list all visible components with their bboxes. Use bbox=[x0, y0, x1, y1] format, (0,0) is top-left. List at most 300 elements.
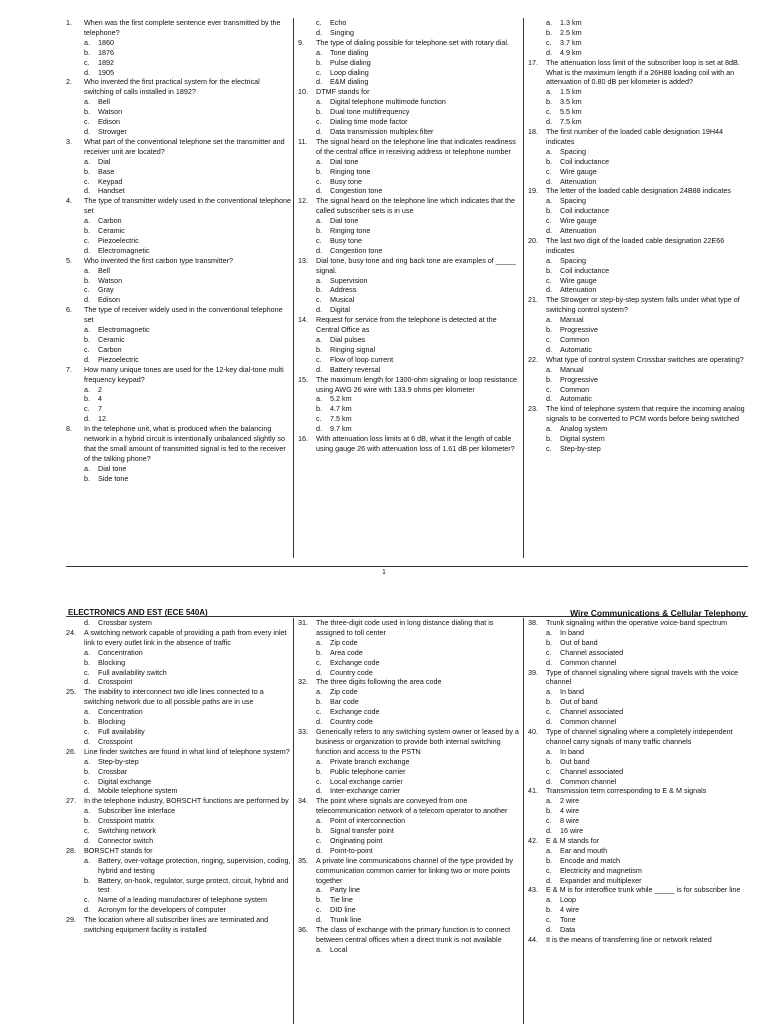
header-rule bbox=[66, 616, 748, 617]
option-text: Watson bbox=[98, 107, 123, 117]
option-letter: c. bbox=[546, 915, 552, 925]
question-number: 23. bbox=[528, 404, 538, 414]
question-text: Who invented the first carbon type transmitter? bbox=[84, 255, 234, 265]
question bbox=[298, 856, 520, 886]
option-letter: a. bbox=[546, 87, 552, 97]
option-letter: d. bbox=[546, 117, 552, 127]
answer-option bbox=[298, 757, 520, 767]
option-letter: a. bbox=[316, 816, 322, 826]
option-letter: b. bbox=[84, 816, 90, 826]
answer-option bbox=[528, 394, 746, 404]
question-number: 3. bbox=[66, 136, 72, 146]
option-text: In band bbox=[560, 627, 584, 637]
option-text: Step-by-step bbox=[98, 756, 139, 766]
answer-option bbox=[528, 777, 746, 787]
answer-option bbox=[528, 385, 746, 395]
answer-option bbox=[298, 117, 520, 127]
answer-option bbox=[66, 177, 291, 187]
question-number: 40. bbox=[528, 726, 538, 736]
option-text: 12 bbox=[98, 414, 106, 424]
option-letter: a. bbox=[546, 796, 552, 806]
option-letter: c. bbox=[84, 176, 90, 186]
answer-option bbox=[528, 345, 746, 355]
question-text: Request for service from the telephone is detected at the Central Office as bbox=[316, 315, 497, 335]
option-text: Spacing bbox=[560, 146, 586, 156]
answer-option bbox=[528, 147, 746, 157]
answer-option bbox=[66, 836, 291, 846]
option-letter: b. bbox=[84, 766, 90, 776]
question-number: 17. bbox=[528, 57, 538, 67]
option-letter: c. bbox=[316, 707, 322, 717]
answer-option bbox=[298, 638, 520, 648]
answer-option bbox=[298, 58, 520, 68]
answer-option bbox=[298, 48, 520, 58]
option-letter: a. bbox=[546, 845, 552, 855]
option-letter: b. bbox=[84, 166, 90, 176]
answer-option bbox=[528, 816, 746, 826]
option-text: 1.3 km bbox=[560, 18, 582, 27]
answer-option bbox=[66, 777, 291, 787]
option-letter: a. bbox=[316, 97, 322, 107]
answer-option bbox=[528, 434, 746, 444]
question-text: The inability to interconnect two idle lines connected to a switching network due to all possible paths are in use bbox=[84, 687, 264, 707]
option-letter: b. bbox=[84, 226, 90, 236]
question-number: 11. bbox=[298, 136, 308, 146]
option-letter: a. bbox=[316, 216, 322, 226]
answer-option bbox=[528, 117, 746, 127]
question-number: 8. bbox=[66, 424, 72, 434]
option-text: Electromagnetic bbox=[98, 245, 150, 255]
question-text: E & M stands for bbox=[546, 835, 600, 845]
option-text: Subscriber line interface bbox=[98, 806, 176, 816]
question bbox=[66, 796, 291, 806]
answer-option bbox=[298, 305, 520, 315]
option-text: 7.5 km bbox=[330, 414, 352, 424]
option-text: Dual tone multifrequency bbox=[330, 107, 410, 117]
option-letter: b. bbox=[546, 206, 552, 216]
option-letter: d. bbox=[546, 826, 552, 836]
answer-option bbox=[528, 107, 746, 117]
option-letter: a. bbox=[84, 156, 90, 166]
option-text: 4 bbox=[98, 394, 102, 404]
question bbox=[66, 628, 291, 648]
option-text: Tone bbox=[560, 915, 576, 925]
option-text: Digital exchange bbox=[98, 776, 152, 786]
option-text: Wire gauge bbox=[560, 275, 597, 285]
header-subject-title: Wire Communications & Cellular Telephony bbox=[570, 608, 746, 618]
option-text: Crosspoint bbox=[98, 677, 133, 687]
option-letter: d. bbox=[316, 424, 322, 434]
page-number: 1 bbox=[382, 569, 386, 576]
option-letter: c. bbox=[84, 285, 90, 295]
option-letter: a. bbox=[316, 756, 322, 766]
option-letter: b. bbox=[84, 717, 90, 727]
question-number: 28. bbox=[66, 845, 76, 855]
option-text: Piezoelectric bbox=[98, 235, 139, 245]
answer-option bbox=[66, 668, 291, 678]
option-text: Local exchange carrier bbox=[330, 776, 403, 786]
header-course-title: ELECTRONICS AND EST (ECE 540A) bbox=[68, 608, 208, 617]
answer-option bbox=[66, 107, 291, 117]
answer-option bbox=[66, 385, 291, 395]
option-text: In band bbox=[560, 746, 584, 756]
option-letter: a. bbox=[546, 146, 552, 156]
option-letter: b. bbox=[546, 265, 552, 275]
option-text: Crossbar system bbox=[98, 618, 152, 627]
question bbox=[298, 677, 520, 687]
question bbox=[66, 256, 291, 266]
answer-option bbox=[66, 717, 291, 727]
option-letter: c. bbox=[546, 443, 552, 453]
option-text: Point-to-point bbox=[330, 845, 373, 855]
option-letter: b. bbox=[316, 57, 322, 67]
option-letter: b. bbox=[316, 285, 322, 295]
option-text: Concentration bbox=[98, 707, 143, 717]
option-letter: a. bbox=[316, 885, 322, 895]
question-number: 15. bbox=[298, 374, 308, 384]
answer-option bbox=[298, 157, 520, 167]
answer-option bbox=[528, 796, 746, 806]
option-letter: d. bbox=[316, 27, 322, 37]
option-letter: d. bbox=[84, 354, 90, 364]
option-text: Busy tone bbox=[330, 235, 362, 245]
page-1-column-3 bbox=[528, 18, 746, 558]
option-text: Originating point bbox=[330, 835, 383, 845]
question-text: Trunk signaling within the operative voice-band spectrum bbox=[546, 618, 728, 627]
option-text: Common bbox=[560, 384, 590, 394]
question-number: 41. bbox=[528, 786, 538, 796]
option-text: Common bbox=[560, 335, 590, 344]
option-letter: d. bbox=[84, 245, 90, 255]
option-letter: a. bbox=[316, 394, 322, 404]
option-letter: a. bbox=[546, 424, 552, 434]
question bbox=[528, 935, 746, 945]
question-text: What part of the conventional telephone set the transmitter and receiver unit are located? bbox=[84, 136, 285, 156]
question bbox=[298, 137, 520, 157]
question-text: The location where all subscriber lines are terminated and switching equipment facility is installed bbox=[84, 915, 269, 935]
answer-option bbox=[298, 365, 520, 375]
option-text: Signal transfer point bbox=[330, 826, 394, 836]
question bbox=[66, 365, 291, 385]
question bbox=[66, 915, 291, 935]
option-letter: c. bbox=[316, 657, 322, 667]
option-text: Data bbox=[560, 925, 576, 935]
answer-option bbox=[298, 77, 520, 87]
option-text: Encode and match bbox=[560, 855, 620, 865]
option-text: Bell bbox=[98, 97, 110, 107]
option-letter: a. bbox=[84, 384, 90, 394]
option-letter: d. bbox=[316, 845, 322, 855]
answer-option bbox=[528, 687, 746, 697]
page-2-column-3 bbox=[528, 618, 746, 1024]
option-letter: c. bbox=[316, 295, 322, 305]
answer-option bbox=[528, 226, 746, 236]
option-text: Out of band bbox=[560, 637, 598, 647]
answer-option bbox=[528, 206, 746, 216]
answer-option bbox=[528, 335, 746, 345]
question-number: 38. bbox=[528, 618, 538, 627]
option-letter: c. bbox=[316, 67, 322, 77]
option-letter: c. bbox=[316, 414, 322, 424]
question-number: 1. bbox=[66, 18, 72, 27]
answer-option bbox=[66, 38, 291, 48]
answer-option bbox=[66, 325, 291, 335]
answer-option bbox=[66, 226, 291, 236]
option-letter: c. bbox=[84, 895, 90, 905]
option-letter: d. bbox=[316, 245, 322, 255]
answer-option bbox=[528, 826, 746, 836]
option-text: Singing bbox=[330, 27, 354, 37]
answer-option bbox=[298, 226, 520, 236]
answer-option bbox=[66, 856, 291, 876]
option-text: Coil inductance bbox=[560, 156, 610, 166]
option-letter: a. bbox=[546, 196, 552, 206]
option-text: Ceramic bbox=[98, 226, 125, 236]
option-letter: c. bbox=[546, 107, 552, 117]
question-number: 12. bbox=[298, 196, 308, 206]
answer-option bbox=[66, 236, 291, 246]
option-text: Congestion tone bbox=[330, 245, 383, 255]
question-text: How many unique tones are used for the 12-key dial-tone multi frequency keypad? bbox=[84, 364, 284, 384]
option-text: Manual bbox=[560, 315, 584, 325]
option-text: Crosspoint bbox=[98, 736, 133, 746]
question-number: 25. bbox=[66, 687, 76, 697]
question-number: 10. bbox=[298, 87, 308, 97]
option-letter: a. bbox=[84, 463, 90, 473]
option-text: Country code bbox=[330, 717, 373, 727]
question-text: The maximum length for 1300-ohm signaling or loop resistance using AWG 26 wire with 133.9 ohms per kilometer bbox=[316, 374, 517, 394]
option-text: Full availability switch bbox=[98, 667, 167, 677]
question-number: 5. bbox=[66, 255, 72, 265]
option-text: Dial tone bbox=[330, 156, 359, 166]
option-text: Address bbox=[330, 285, 357, 295]
question bbox=[66, 305, 291, 325]
option-text: Coil inductance bbox=[560, 265, 610, 275]
question-text: The last two digit of the loaded cable designation 22E66 indicates bbox=[546, 235, 725, 255]
answer-option bbox=[298, 97, 520, 107]
question-text: The type of receiver widely used in the conventional telephone set bbox=[84, 305, 283, 325]
answer-option bbox=[66, 767, 291, 777]
question bbox=[528, 355, 746, 365]
answer-option bbox=[66, 404, 291, 414]
answer-option bbox=[528, 256, 746, 266]
answer-option bbox=[528, 747, 746, 757]
question-number: 9. bbox=[298, 37, 304, 47]
question-number: 21. bbox=[528, 295, 538, 305]
answer-option bbox=[528, 28, 746, 38]
question-text: Transmission term corresponding to E & M signals bbox=[546, 786, 707, 796]
option-text: Step-by-step bbox=[560, 443, 601, 453]
answer-option bbox=[528, 638, 746, 648]
option-text: Tie line bbox=[330, 895, 353, 905]
question bbox=[528, 186, 746, 196]
option-text: Ringing tone bbox=[330, 226, 371, 236]
answer-option bbox=[66, 355, 291, 365]
answer-option bbox=[66, 216, 291, 226]
question-number: 19. bbox=[528, 186, 538, 196]
option-text: Inter-exchange carrier bbox=[330, 786, 401, 796]
option-letter: d. bbox=[84, 905, 90, 915]
option-text: Piezoelectric bbox=[98, 354, 139, 364]
question-number: 16. bbox=[298, 434, 308, 444]
option-text: Edison bbox=[98, 295, 120, 305]
answer-option bbox=[528, 757, 746, 767]
option-text: Local bbox=[330, 944, 348, 954]
option-letter: a. bbox=[546, 364, 552, 374]
option-text: 16 wire bbox=[560, 826, 584, 836]
option-letter: d. bbox=[546, 925, 552, 935]
answer-option bbox=[66, 727, 291, 737]
option-text: Ear and mouth bbox=[560, 845, 608, 855]
option-letter: c. bbox=[546, 216, 552, 226]
option-text: Ringing signal bbox=[330, 344, 376, 354]
option-letter: b. bbox=[84, 657, 90, 667]
question-number: 43. bbox=[528, 885, 538, 895]
answer-option bbox=[66, 345, 291, 355]
answer-option bbox=[528, 196, 746, 206]
answer-option bbox=[528, 18, 746, 28]
answer-option bbox=[298, 905, 520, 915]
option-letter: c. bbox=[316, 354, 322, 364]
option-letter: d. bbox=[316, 364, 322, 374]
option-letter: b. bbox=[546, 374, 552, 384]
question bbox=[528, 58, 746, 88]
answer-option bbox=[66, 295, 291, 305]
page-1-column-2 bbox=[298, 18, 520, 558]
option-text: 7.5 km bbox=[560, 117, 582, 127]
question-text: Type of channel signaling where a completely independent channel carry signals of many traffic channels bbox=[546, 726, 733, 746]
question-number: 20. bbox=[528, 235, 538, 245]
option-letter: d. bbox=[84, 786, 90, 796]
option-text: Common channel bbox=[560, 657, 617, 667]
answer-option bbox=[66, 474, 291, 484]
answer-option bbox=[528, 216, 746, 226]
question bbox=[528, 618, 746, 628]
answer-option bbox=[298, 107, 520, 117]
option-text: Digital bbox=[330, 305, 350, 315]
option-letter: b. bbox=[546, 434, 552, 444]
option-letter: c. bbox=[546, 166, 552, 176]
question-number: 26. bbox=[66, 746, 76, 756]
answer-option bbox=[298, 697, 520, 707]
column-divider bbox=[293, 18, 294, 558]
option-letter: a. bbox=[84, 97, 90, 107]
option-text: Electromagnetic bbox=[98, 325, 150, 335]
option-text: Blocking bbox=[98, 717, 126, 727]
answer-option bbox=[528, 915, 746, 925]
option-text: Dial tone bbox=[98, 463, 127, 473]
option-letter: d. bbox=[546, 285, 552, 295]
option-letter: c. bbox=[316, 835, 322, 845]
option-text: Public telephone carrier bbox=[330, 766, 406, 776]
question-text: DTMF stands for bbox=[316, 87, 370, 97]
option-text: Tone dialing bbox=[330, 47, 369, 57]
option-letter: b. bbox=[316, 226, 322, 236]
option-letter: d. bbox=[316, 77, 322, 87]
footer-rule bbox=[66, 566, 748, 567]
option-text: 1.5 km bbox=[560, 87, 582, 97]
option-letter: c. bbox=[84, 235, 90, 245]
option-letter: c. bbox=[84, 826, 90, 836]
page-1-column-1 bbox=[66, 18, 291, 558]
question bbox=[66, 747, 291, 757]
option-letter: d. bbox=[84, 677, 90, 687]
answer-option bbox=[66, 266, 291, 276]
option-text: Attenuation bbox=[560, 285, 597, 295]
option-text: 4.7 km bbox=[330, 404, 352, 414]
answer-option bbox=[528, 48, 746, 58]
question-text: E & M is for interoffice trunk while _____ is for subscriber line bbox=[546, 885, 741, 895]
answer-option bbox=[298, 186, 520, 196]
answer-option bbox=[298, 767, 520, 777]
option-letter: d. bbox=[546, 776, 552, 786]
answer-option bbox=[528, 177, 746, 187]
answer-option bbox=[528, 315, 746, 325]
answer-option bbox=[298, 895, 520, 905]
question-text: The type of transmitter widely used in the conventional telephone set bbox=[84, 196, 291, 216]
answer-option bbox=[528, 658, 746, 668]
option-text: 3.7 km bbox=[560, 37, 582, 47]
option-text: Ceramic bbox=[98, 335, 125, 344]
option-text: Supervision bbox=[330, 275, 368, 285]
answer-option bbox=[298, 414, 520, 424]
question bbox=[298, 727, 520, 757]
column-divider bbox=[523, 18, 524, 558]
question-number: 39. bbox=[528, 667, 538, 677]
option-text: E&M dialing bbox=[330, 77, 369, 87]
answer-option bbox=[528, 424, 746, 434]
question-text: The three digits following the area code bbox=[316, 677, 442, 687]
option-text: Digital system bbox=[560, 434, 605, 444]
answer-option bbox=[528, 895, 746, 905]
question-number: 7. bbox=[66, 364, 72, 374]
option-letter: b. bbox=[84, 275, 90, 285]
option-letter: c. bbox=[316, 117, 322, 127]
option-text: Loop dialing bbox=[330, 67, 369, 77]
answer-option bbox=[298, 668, 520, 678]
answer-option bbox=[298, 707, 520, 717]
option-letter: b. bbox=[84, 875, 90, 885]
answer-option bbox=[528, 767, 746, 777]
question-text: The letter of the loaded cable designation 24B88 indicates bbox=[546, 186, 732, 196]
option-text: Blocking bbox=[98, 657, 126, 667]
question-text: With attenuation loss limits at 6 dB, what it the length of cable using gauge 26 with attenuation loss of 1.61 dB per kilometer? bbox=[316, 434, 515, 453]
answer-option bbox=[298, 424, 520, 434]
page-2-column-2 bbox=[298, 618, 520, 1024]
answer-option bbox=[298, 236, 520, 246]
answer-option bbox=[66, 394, 291, 404]
option-text: Connector switch bbox=[98, 835, 154, 845]
option-letter: b. bbox=[84, 47, 90, 57]
answer-option bbox=[66, 737, 291, 747]
option-text: Automatic bbox=[560, 394, 592, 404]
question bbox=[298, 38, 520, 48]
question bbox=[298, 315, 520, 335]
page-1-columns bbox=[66, 18, 746, 558]
page-2-column-1 bbox=[66, 618, 291, 1024]
option-letter: a. bbox=[84, 756, 90, 766]
question bbox=[528, 885, 746, 895]
option-text: Mobile telephone system bbox=[98, 786, 178, 796]
answer-option bbox=[66, 786, 291, 796]
option-letter: c. bbox=[84, 404, 90, 414]
option-text: Country code bbox=[330, 667, 373, 677]
option-letter: c. bbox=[84, 117, 90, 127]
option-letter: d. bbox=[316, 126, 322, 136]
option-letter: a. bbox=[546, 18, 552, 27]
answer-option bbox=[66, 97, 291, 107]
option-text: Analog system bbox=[560, 424, 608, 434]
